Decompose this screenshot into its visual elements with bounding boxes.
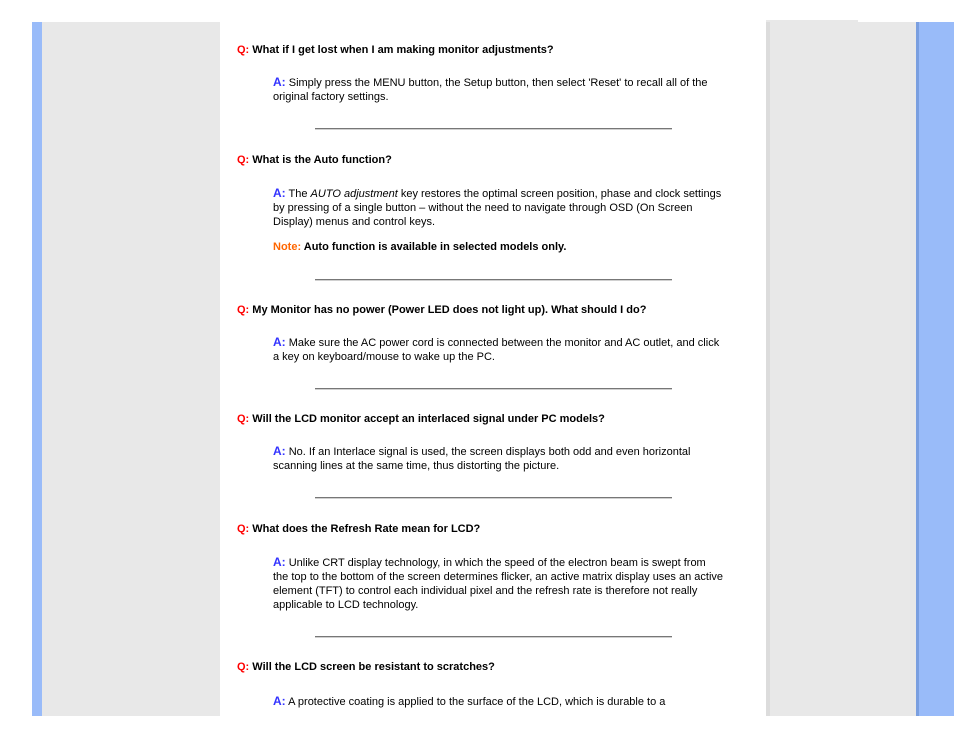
question-text: What is the Auto function? [249,154,392,166]
question-label: Q: [237,304,250,316]
question-text: What if I get lost when I am making monitor adjustments? [249,44,554,56]
faq-answer-2 [273,186,723,229]
faq-note [273,240,723,254]
divider [315,388,672,390]
faq-question-5 [237,522,727,536]
question-label: Q: [237,523,250,535]
faq-question-1 [237,43,727,57]
question-label: Q: [237,44,250,56]
answer-label: A: [273,186,286,200]
faq-answer-6 [273,694,723,709]
question-text: My Monitor has no power (Power LED does not light up). What should I do? [249,304,647,316]
faq-answer-1 [273,75,723,104]
answer-text-pre: The [285,188,311,200]
answer-label: A: [273,694,286,708]
left-accent-bar [32,22,42,716]
answer-label: A: [273,335,286,349]
faq-question-3 [237,303,727,317]
question-label: Q: [237,413,250,425]
faq-answer-5 [273,555,723,612]
answer-text-emphasis: AUTO adjustment [310,188,398,200]
question-label: Q: [237,661,250,673]
right-panel-top-strip [766,20,858,22]
note-text: Auto function is available in selected models only. [301,241,567,253]
note-label: Note: [273,241,302,253]
answer-text: Make sure the AC power cord is connected between the monitor and AC outlet, and click a key on keyboard/mouse to wake up the PC. [273,337,720,363]
right-sidebar-panel [766,22,916,716]
faq-question-2 [237,153,727,167]
divider [315,497,672,499]
right-accent-bar [916,22,954,716]
left-sidebar-panel [42,22,220,716]
question-label: Q: [237,154,250,166]
answer-text: Simply press the MENU button, the Setup button, then select 'Reset' to recall all of the original factory settings. [273,77,708,103]
answer-text-post: key restores the optimal screen position, phase and clock settings by pressing of a single button – without the need to navigate through OSD (On Screen Display) menus and control keys. [273,188,722,228]
answer-text: No. If an Interlace signal is used, the screen displays both odd and even horizontal scanning lines at the same time, thus distorting the picture. [273,446,691,472]
divider [315,128,672,130]
question-text: Will the LCD monitor accept an interlaced signal under PC models? [249,413,605,425]
answer-label: A: [273,75,286,89]
answer-text: A protective coating is applied to the surface of the LCD, which is durable to a [285,696,666,708]
question-text: What does the Refresh Rate mean for LCD? [249,523,481,535]
question-text: Will the LCD screen be resistant to scratches? [249,661,495,673]
faq-answer-3 [273,335,723,364]
divider [315,636,672,638]
faq-question-6 [237,660,727,674]
faq-question-4 [237,412,727,426]
divider [315,279,672,281]
answer-text: Unlike CRT display technology, in which the speed of the electron beam is swept from the top to the bottom of the screen determines flicker, an active matrix display uses an active element (TFT) to control each individual pixel and the refresh rate is therefore not really applicable to LCD technology. [273,557,724,611]
faq-answer-4 [273,444,723,473]
answer-label: A: [273,444,286,458]
answer-label: A: [273,555,286,569]
